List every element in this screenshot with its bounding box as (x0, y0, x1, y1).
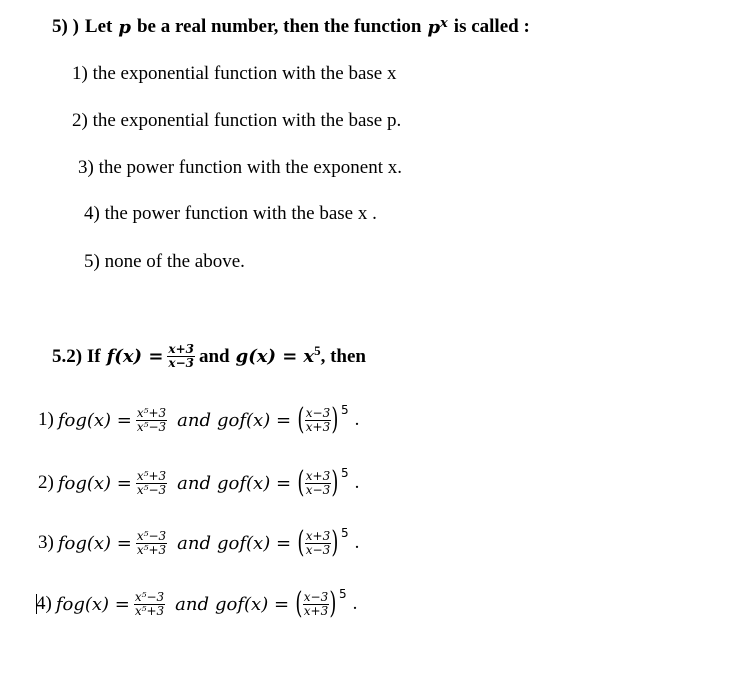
title-text: be a real number, then the function (136, 16, 422, 37)
period: . (354, 532, 360, 553)
right-paren: ) (331, 525, 339, 560)
denominator: x⁵+3 (134, 603, 165, 618)
fog-fraction (136, 530, 167, 557)
right-paren: ) (331, 402, 339, 437)
numerator: x⁵+3 (136, 468, 167, 483)
numerator: x+3 (305, 468, 331, 483)
denominator: x−3 (168, 356, 194, 370)
denominator: x+3 (303, 603, 329, 618)
numerator: x⁵+3 (136, 405, 167, 420)
option-2[interactable]: 2) the exponential function with the base p. (72, 110, 402, 131)
question-2-title (52, 343, 366, 370)
gof-label: gof(x) = (217, 472, 292, 494)
question-1-title (52, 16, 530, 38)
f-fraction (167, 343, 195, 370)
numerator: x−3 (305, 405, 331, 420)
and-text: and (198, 345, 230, 367)
numerator: x⁵−3 (136, 528, 167, 543)
q2-option-3[interactable] (38, 525, 360, 560)
option-label: 4) (36, 593, 52, 614)
option-label: 2) (38, 472, 54, 493)
gof-fraction (305, 407, 331, 434)
fog-label: fog(x) = (57, 532, 132, 554)
q2-option-1[interactable] (38, 402, 360, 437)
title-text: Let (84, 16, 113, 37)
power-exponent: x (440, 16, 448, 31)
g-label: g(x) = (235, 346, 298, 367)
fog-label: fog(x) = (57, 472, 132, 494)
right-paren: ) (329, 586, 337, 621)
then-text: , then (320, 345, 366, 367)
numerator: x⁵−3 (134, 589, 165, 604)
period: . (354, 472, 360, 493)
left-paren: ( (295, 586, 303, 621)
exponent: 5 (340, 466, 349, 480)
variable-p: p (118, 16, 131, 38)
fog-label: fog(x) = (57, 409, 132, 431)
and-text: and (177, 472, 211, 494)
gof-fraction (305, 470, 331, 497)
exponent: 5 (340, 403, 349, 417)
option-1[interactable]: 1) the exponential function with the base x (72, 63, 397, 84)
option-4[interactable]: 4) the power function with the base x . (84, 203, 377, 224)
question-number: 5.2) If (52, 345, 101, 367)
q2-option-4[interactable] (36, 586, 358, 621)
question-number: 5) ) (52, 16, 79, 37)
g-exponent: 5 (314, 343, 321, 358)
fog-fraction (136, 470, 167, 497)
and-text: and (177, 409, 211, 431)
denominator: x⁵−3 (136, 419, 167, 434)
left-paren: ( (297, 402, 305, 437)
g-base: x (303, 346, 315, 367)
fog-label: fog(x) = (55, 593, 130, 615)
fog-fraction (134, 591, 165, 618)
q2-option-2[interactable] (38, 465, 360, 500)
and-text: and (177, 532, 211, 554)
option-3[interactable]: 3) the power function with the exponent x. (78, 157, 402, 178)
gof-label: gof(x) = (217, 409, 292, 431)
exponent: 5 (338, 587, 347, 601)
gof-fraction (303, 591, 329, 618)
f-label: f(x) = (106, 346, 164, 367)
option-label: 3) (38, 532, 54, 553)
numerator: x−3 (303, 589, 329, 604)
gof-label: gof(x) = (215, 593, 290, 615)
and-text: and (175, 593, 209, 615)
period: . (352, 593, 358, 614)
option-label: 1) (38, 409, 54, 430)
denominator: x⁵+3 (136, 542, 167, 557)
right-paren: ) (331, 465, 339, 500)
denominator: x−3 (305, 482, 331, 497)
fog-fraction (136, 407, 167, 434)
title-text: is called : (453, 16, 530, 37)
left-paren: ( (297, 525, 305, 560)
period: . (354, 409, 360, 430)
gof-label: gof(x) = (217, 532, 292, 554)
gof-fraction (305, 530, 331, 557)
denominator: x⁵−3 (136, 482, 167, 497)
left-paren: ( (297, 465, 305, 500)
exponent: 5 (340, 526, 349, 540)
power-base: p (427, 16, 441, 38)
numerator: x+3 (168, 342, 194, 356)
denominator: x+3 (305, 419, 331, 434)
option-5[interactable]: 5) none of the above. (84, 251, 245, 272)
numerator: x+3 (305, 528, 331, 543)
denominator: x−3 (305, 542, 331, 557)
